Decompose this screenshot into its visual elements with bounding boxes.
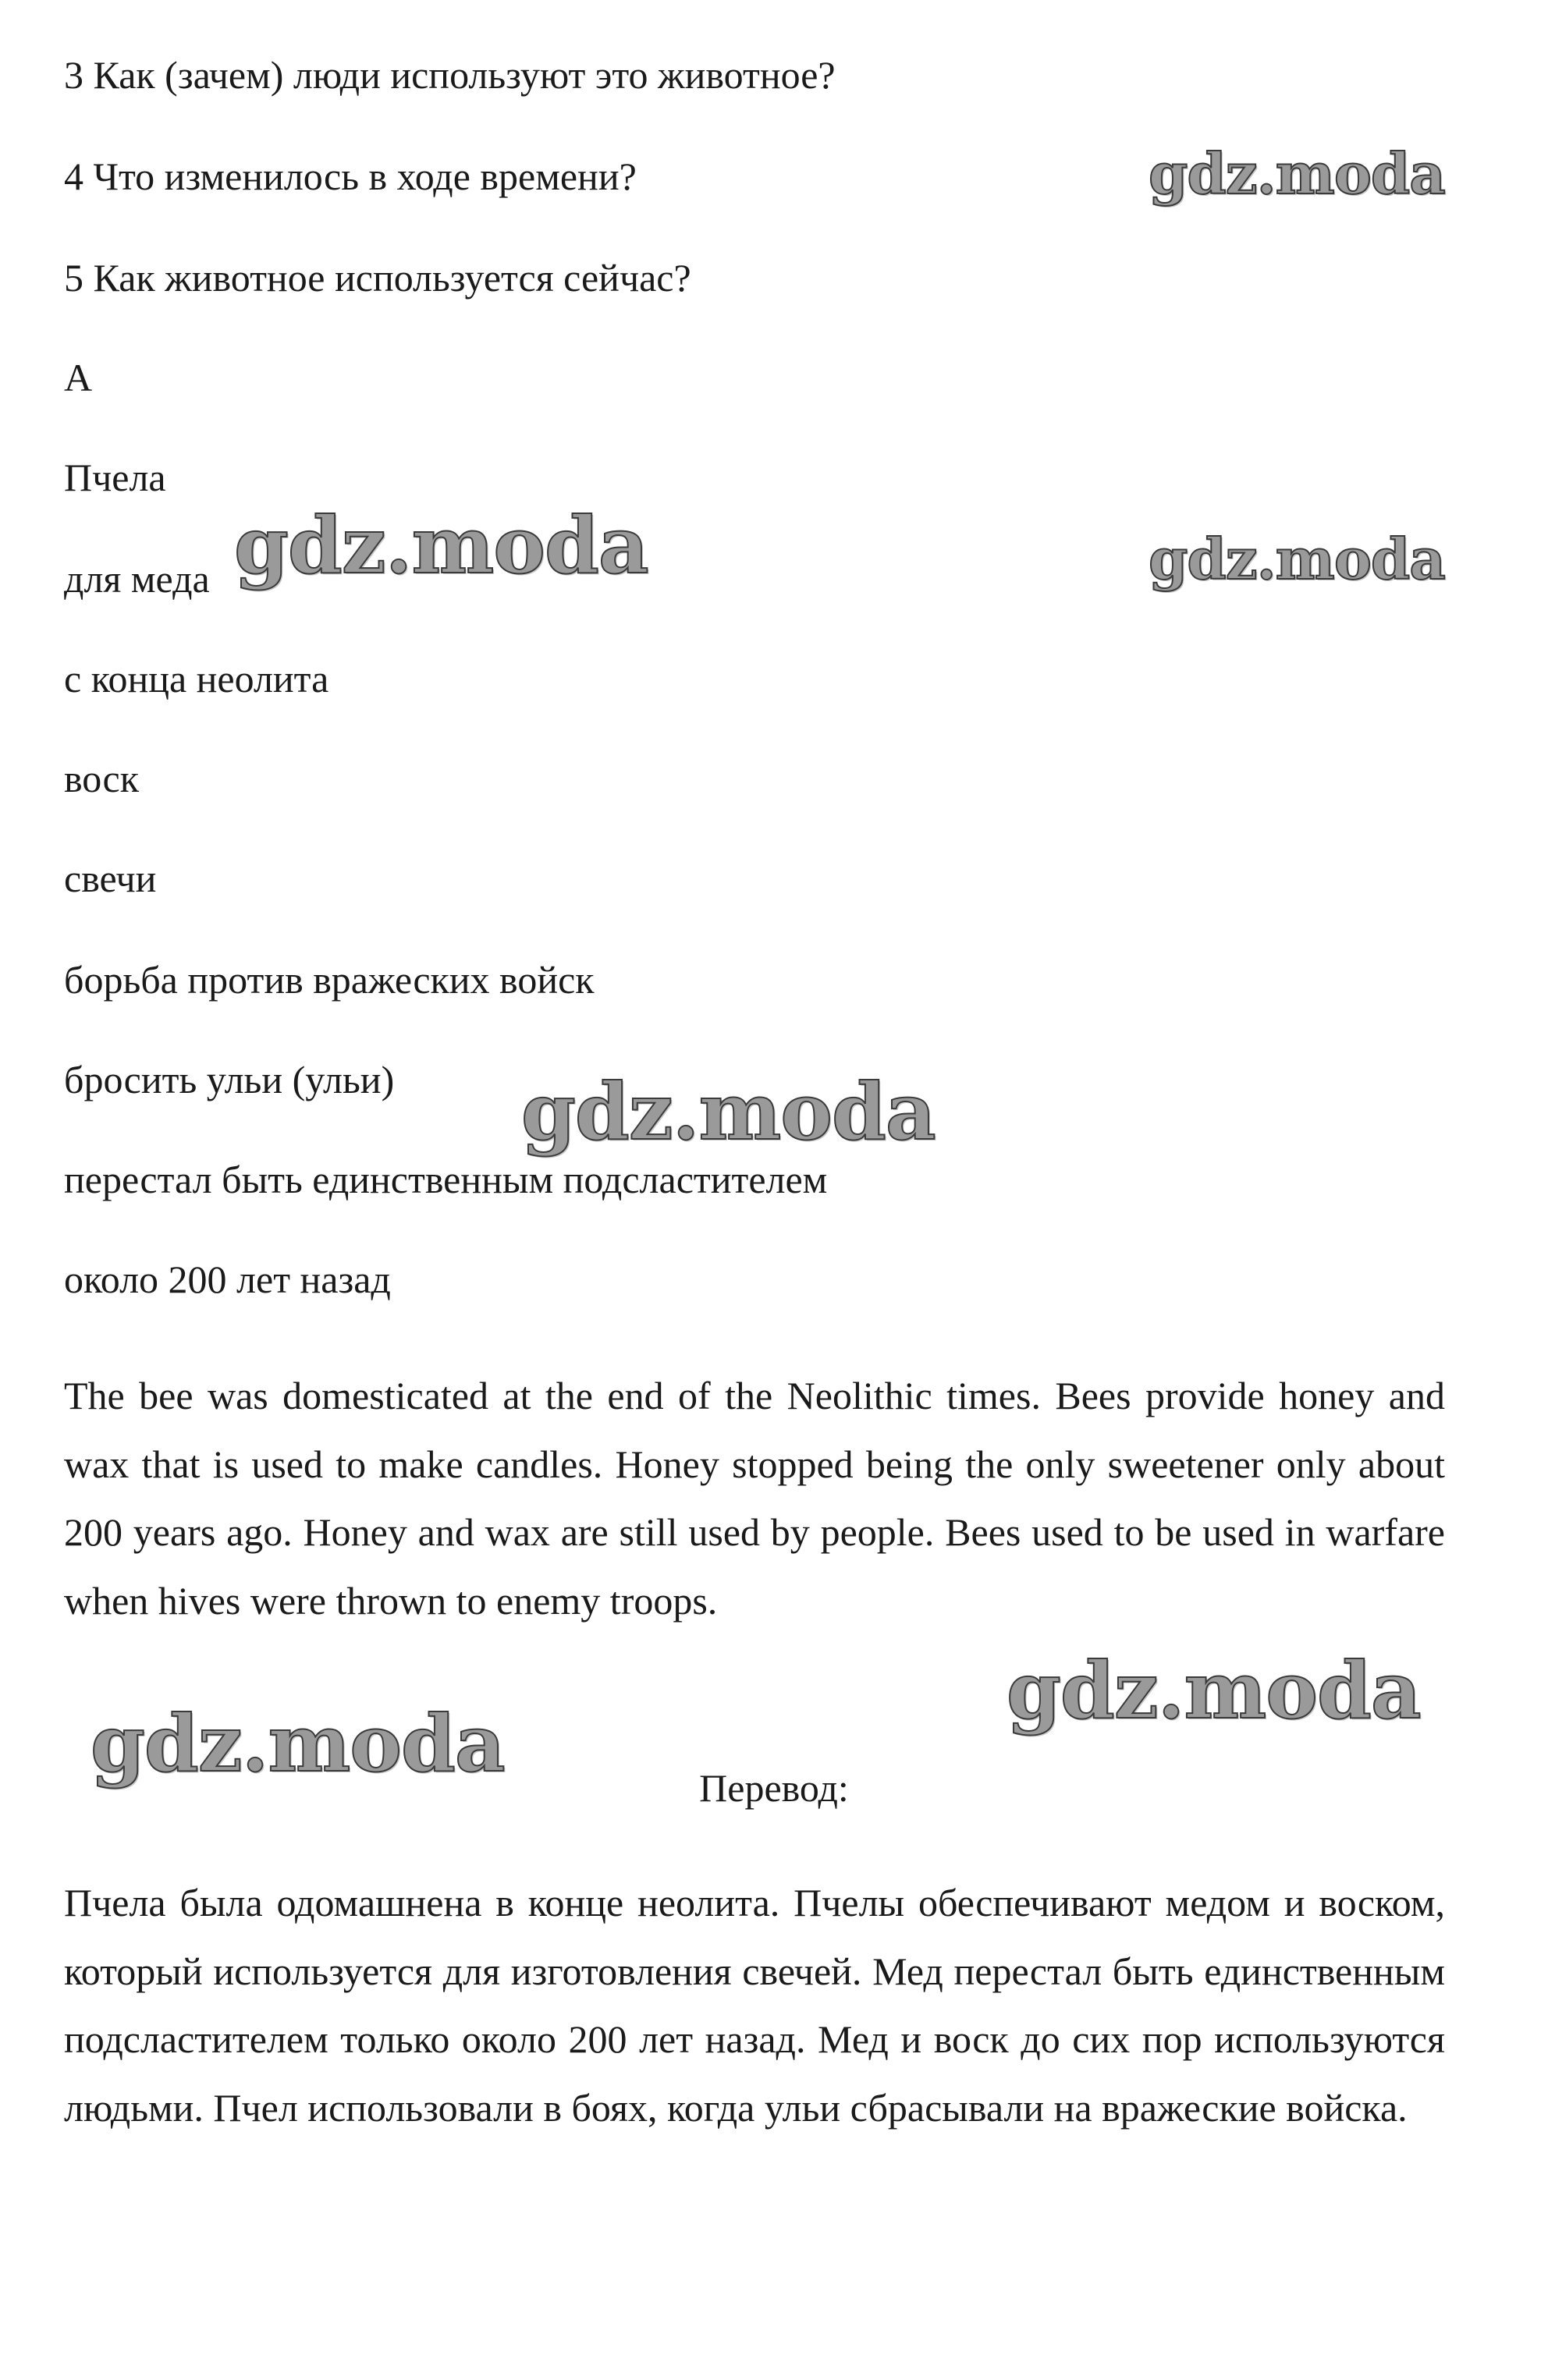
- watermark-logo: gdz.moda: [1149, 526, 1445, 592]
- question-4: 4 Что изменилось в ходе времени?: [64, 154, 637, 198]
- note-item: воск: [64, 757, 139, 800]
- note-item: с конца неолита: [64, 657, 329, 701]
- question-5: 5 Как животное используется сейчас?: [64, 256, 691, 300]
- watermark-logo: gdz.moda: [1149, 140, 1445, 207]
- watermark-logo: gdz.moda: [234, 499, 648, 591]
- note-item: для меда: [64, 557, 210, 601]
- watermark-logo: gdz.moda: [91, 1697, 505, 1789]
- watermark-logo: gdz.moda: [521, 1066, 936, 1158]
- watermark-logo: gdz.moda: [1007, 1644, 1421, 1736]
- note-item: бросить ульи (ульи): [64, 1058, 395, 1101]
- note-item: Пчела: [64, 456, 166, 499]
- question-3: 3 Как (зачем) люди используют это животное?: [64, 53, 836, 97]
- section-letter: A: [64, 356, 93, 399]
- note-item: около 200 лет назад: [64, 1257, 391, 1301]
- translation-heading: Перевод:: [699, 1766, 849, 1810]
- english-paragraph: The bee was domesticated at the end of the Neolithic times. Bees provide honey and wax that is used to make candles. Honey stopped being the only sweetener only about 200 years ago. Honey and wax are still used by people. Bees used to be used in warfare when hives were thrown to enemy troops.: [64, 1374, 1445, 1623]
- note-item: перестал быть единственным подсластителем: [64, 1158, 828, 1201]
- note-item: свечи: [64, 857, 157, 900]
- russian-paragraph: Пчела была одомашнена в конце неолита. Пчелы обеспечивают медом и воском, который используется для изготовления свечей. Мед перестал быть единственным подсластителем только около 200 лет назад. Мед и воск до сих пор используются людьми. Пчел использовали в боях, когда ульи сбрасывали на вражеские войска.: [64, 1881, 1445, 2130]
- note-item: борьба против вражеских войск: [64, 958, 595, 1002]
